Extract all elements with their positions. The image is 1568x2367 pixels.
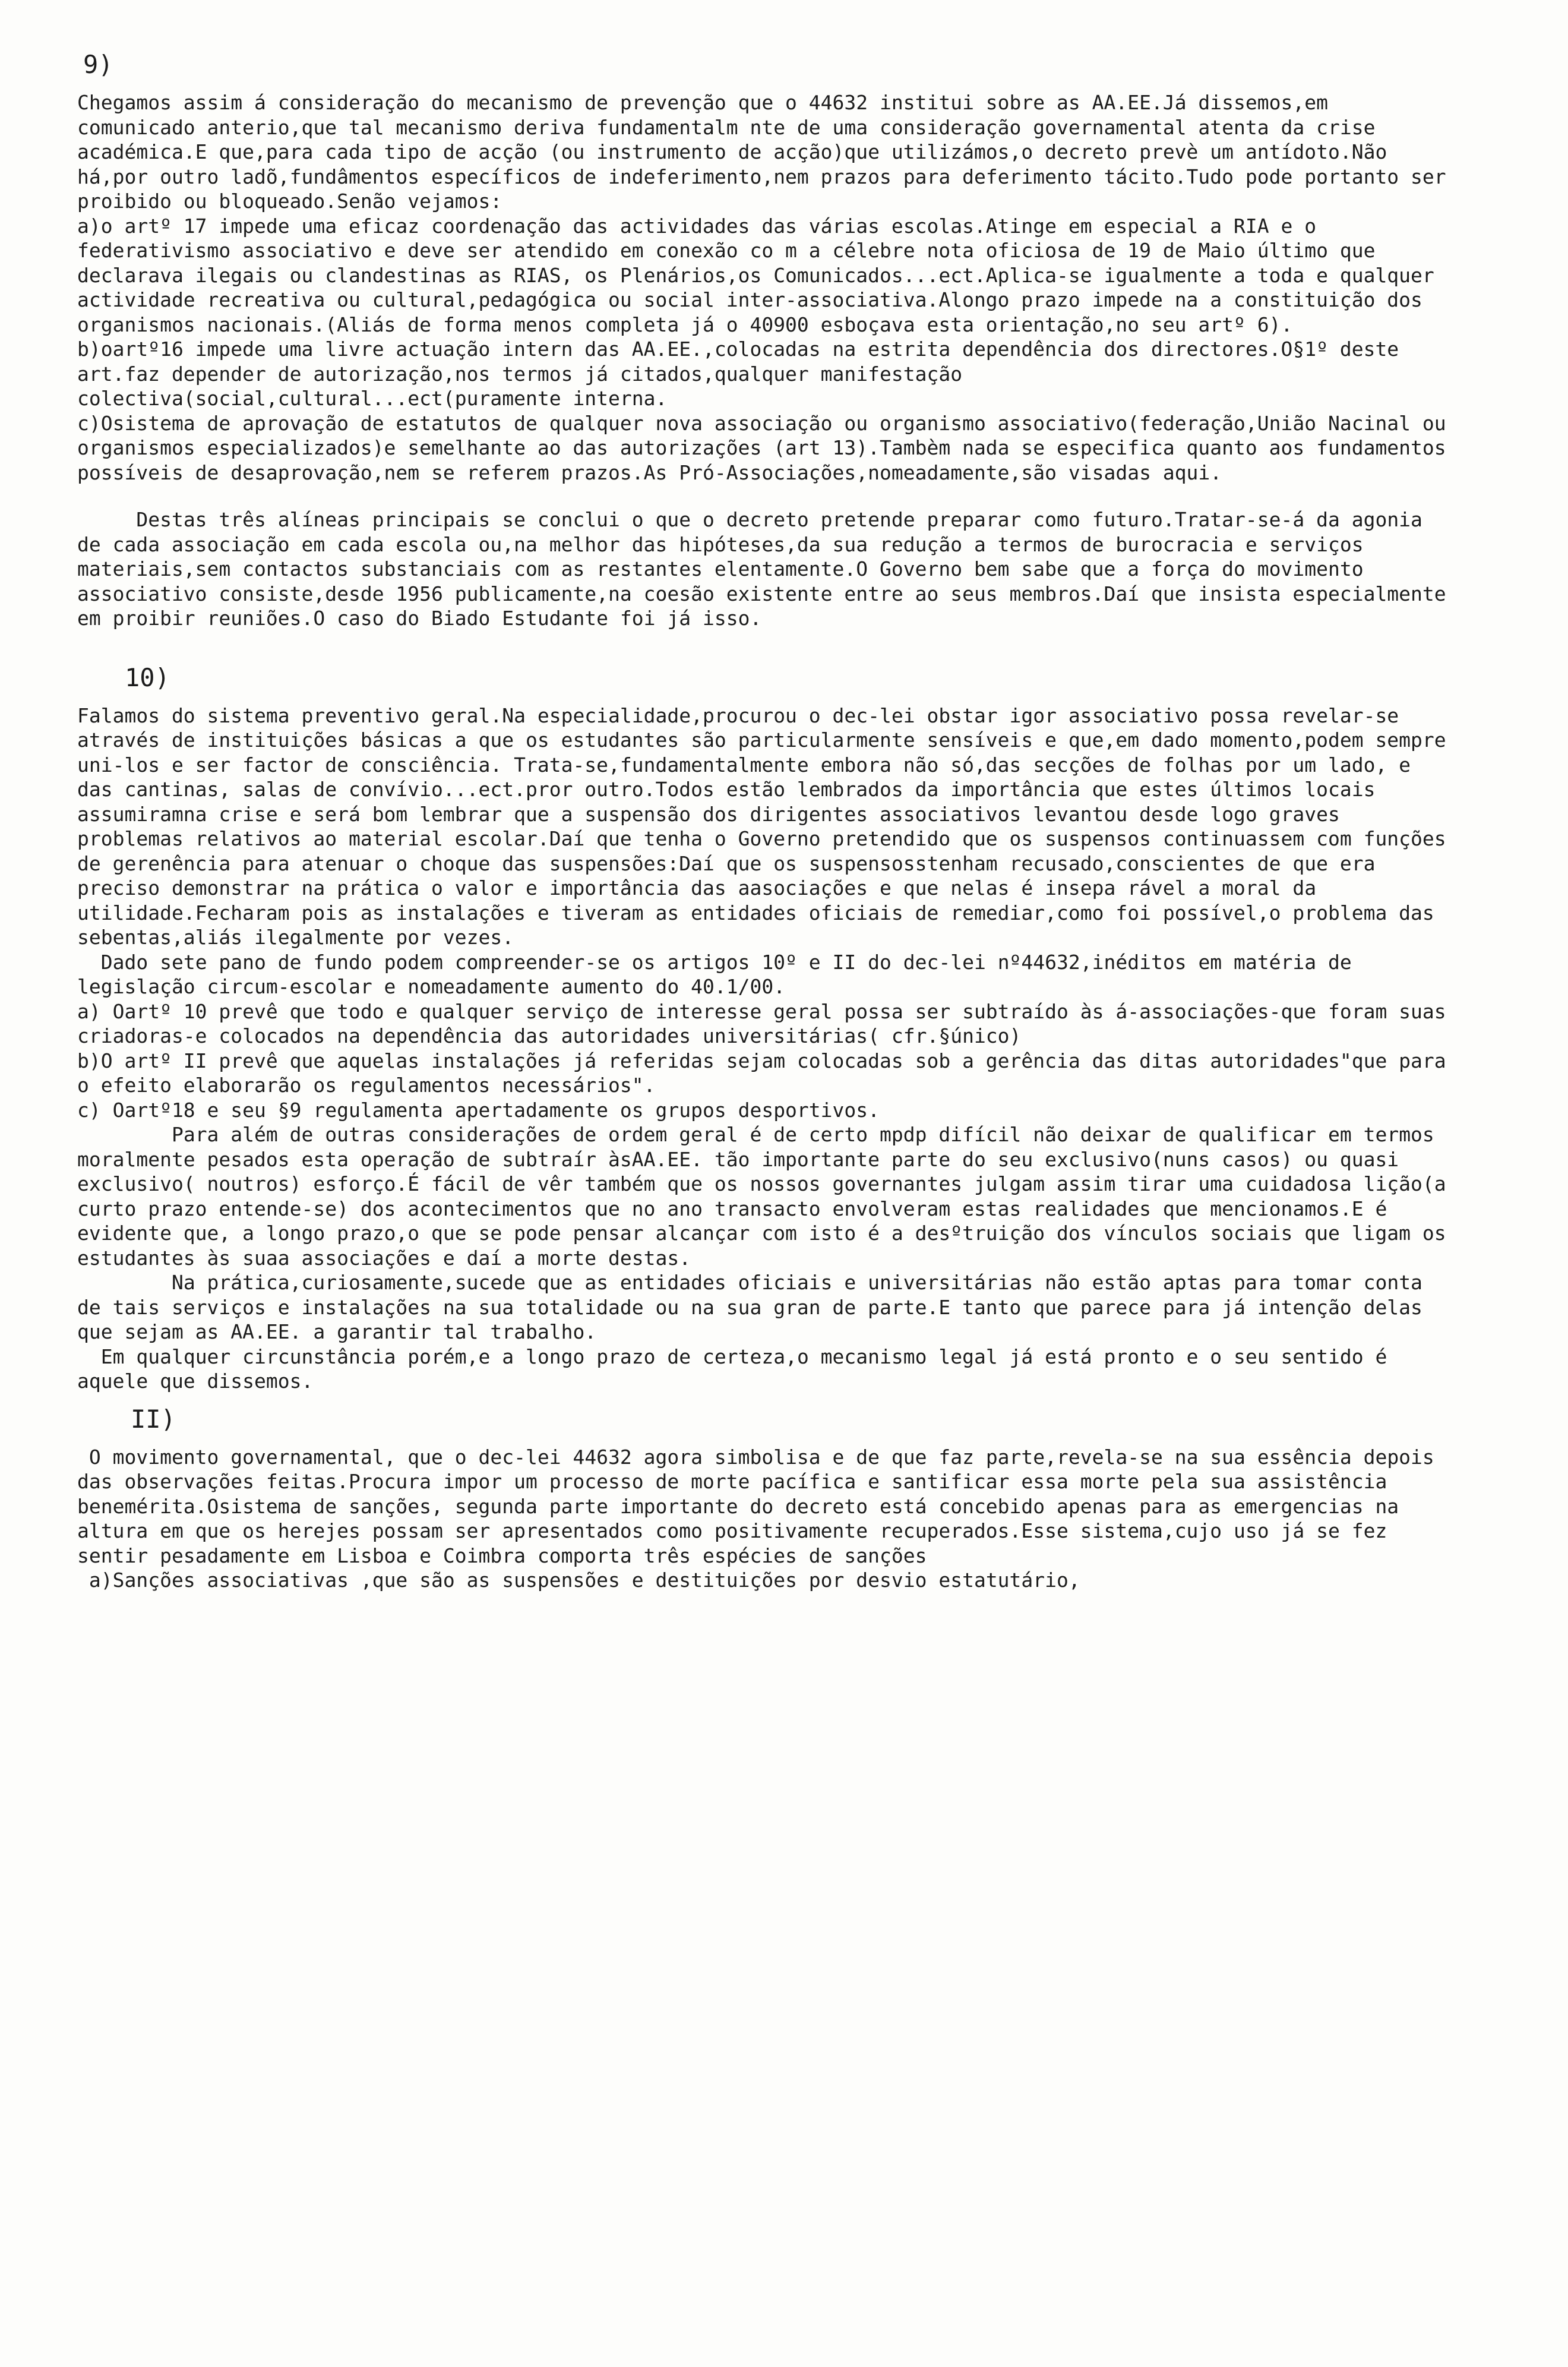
paragraph: Chegamos assim á consideração do mecanismo de prevenção que o 44632 institui sobre as AA.EE.Já dissemos,em comunicado anterio,que tal mecanismo deriva fundamentalm nte de uma consideração governamental atenta da crise académica.E que,para cada tipo de acção (ou instrumento de acção)que utilizámos,o decreto prevè um antídoto.Não há,por outro ladõ,fundâmentos específicos de indeferimento,nem prazos para deferimento tácito.Tudo pode portanto ser proibido ou bloqueado.Senão vejamos: a)o artº 17 impede uma eficaz coordenação das actividades das várias escolas.Atinge em especial a RIA e o federativismo associativo e deve ser atendido em conexão co m a célebre nota oficiosa de 19 de Maio último que declarava ilegais ou clandestinas as RIAS, os Plenários,os Comunicados...ect.Aplica-se igualmente a toda e qualquer actividade recreativa ou cultural,pedagógica ou social inter-associativa.Alongo prazo impede na a constituição dos organismos nacionais.(Aliás de forma menos completa já o 40900 esboçava esta orientação,no seu artº 6). b)oartº16 impede uma livre actuação intern das AA.EE.,colocadas na estrita dependência dos directores.O§1º deste art.faz depender de autorização,nos termos já citados,qualquer manifestação colectiva(social,cultural...ect(puramente interna. c)Osistema de aprovação de estatutos de qualquer nova associação ou organismo associativo(federação,União Nacinal ou organismos especializados)e semelhante ao das autorizações (art 13).Tambèm nada se especifica quanto aos fundamentos possíveis de desaprovação,nem se referem prazos.As Pró-Associações,nomeadamente,são visadas aqui. [77, 91, 1446, 484]
paragraph: Na prática,curiosamente,sucede que as entidades oficiais e universitárias não estão aptas para tomar conta de tais serviços e instalações na sua totalidade ou na sua gran de parte.E tanto que parece para já intenção delas que sejam as AA.EE. a garantir tal trabalho. [77, 1271, 1434, 1343]
paragraph: Para além de outras considerações de ordem geral é de certo mpdp difícil não deixar de qualificar em termos moralmente pesados esta operação de subtraír àsAA.EE. tão importante parte do seu exclusivo(nuns casos) ou quasi exclusivo( noutros) esforço.É fácil de vêr também que os nossos governantes julgam assim tirar uma cuidadosa lição(a curto prazo entende-se) dos acontecimentos que no ano transacto envolveram estas realidades que mencionamos.E é evidente que, a longo prazo,o que se pode pensar alcançar com isto é a desºtruição dos vínculos sociais que ligam os estudantes às suaa associações e daí a morte destas. [77, 1123, 1458, 1270]
section-number-11: II) [131, 1404, 176, 1434]
paragraph: Destas três alíneas principais se conclui o que o decreto pretende preparar como futuro.Tratar-se-á da agonia de cada associação em cada escola ou,na melhor das hipóteses,da sua redução a termos de burocracia e serviços materiais,sem contactos substanciais com as restantes elentamente.O Governo bem sabe que a força do movimento associativo consiste,desde 1956 publicamente,na coesão existente entre ao seus membros.Daí que insista especialmente em proibir reuniões.O caso do Biado Estudante foi já isso. [77, 508, 1458, 630]
section-number-10: 10) [125, 662, 170, 692]
section-number-9: 9) [83, 50, 113, 79]
paragraph: Em qualquer circunstância porém,e a longo prazo de certeza,o mecanismo legal já está pronto e o seu sentido é aquele que dissemos. [77, 1345, 1399, 1393]
paragraph: O movimento governamental, que o dec-lei 44632 agora simbolisa e de que faz parte,revela-se na sua essência depois das observações feitas.Procura impor um processo de morte pacífica e santificar essa morte pela sua assistência benemérita.Osistema de sanções, segunda parte importante do decreto está concebido apenas para as emergencias na altura em que os herejes possam ser apresentados como positivamente recuperados.Esse sistema,cujo uso já se fez sentir pesadamente em Lisboa e Coimbra comporta três espécies de sanções a)Sanções associativas ,que são as suspensões e destituições por desvio estatutário, [77, 1445, 1434, 1592]
paragraph: Falamos do sistema preventivo geral.Na especialidade,procurou o dec-lei obstar igor associativo possa revelar-se através de instituições básicas a que os estudantes são particularmente sensíveis e que,em dado momento,podem sempre uni-los e ser factor de consciência. Trata-se,fundamentalmente embora não só,das secções de folhas por um lado, e das cantinas, salas de convívio...ect.pror outro.Todos estão lembrados da importância que estes últimos locais assumiramna crise e será bom lembrar que a suspensão dos dirigentes associativos levantou desde logo graves problemas relativos ao material escolar.Daí que tenha o Governo pretendido que os suspensos continuassem com funções de gerenência para atenuar o choque das suspensões:Daí que os suspensosstenham recusado,conscientes de que era preciso demonstrar na prática o valor e importância das aasociações e que nelas é insepa rável a moral da utilidade.Fecharam pois as instalações e tiveram as entidades oficiais de remediar,como foi possível,o problema das sebentas,aliás ilegalmente por vezes. Dado sete pano de fundo podem compreender-se os artigos 10º e II do dec-lei nº44632,inéditos em matéria de legislação circum-escolar e nomeadamente aumento do 40.1/00. a) Oartº 10 prevê que todo e qualquer serviço de interesse geral possa ser subtraído às á-associações-que foram suas criadoras-e colocados na dependência das autoridades universitárias( cfr.§único) b)O artº II prevê que aquelas instalações já referidas sejam colocadas sob a gerência das ditas autoridades"que para o efeito elaborarão os regulamentos necessários". c) Oartº18 e seu §9 regulamenta apertadamente os grupos desportivos. [77, 703, 1446, 1122]
